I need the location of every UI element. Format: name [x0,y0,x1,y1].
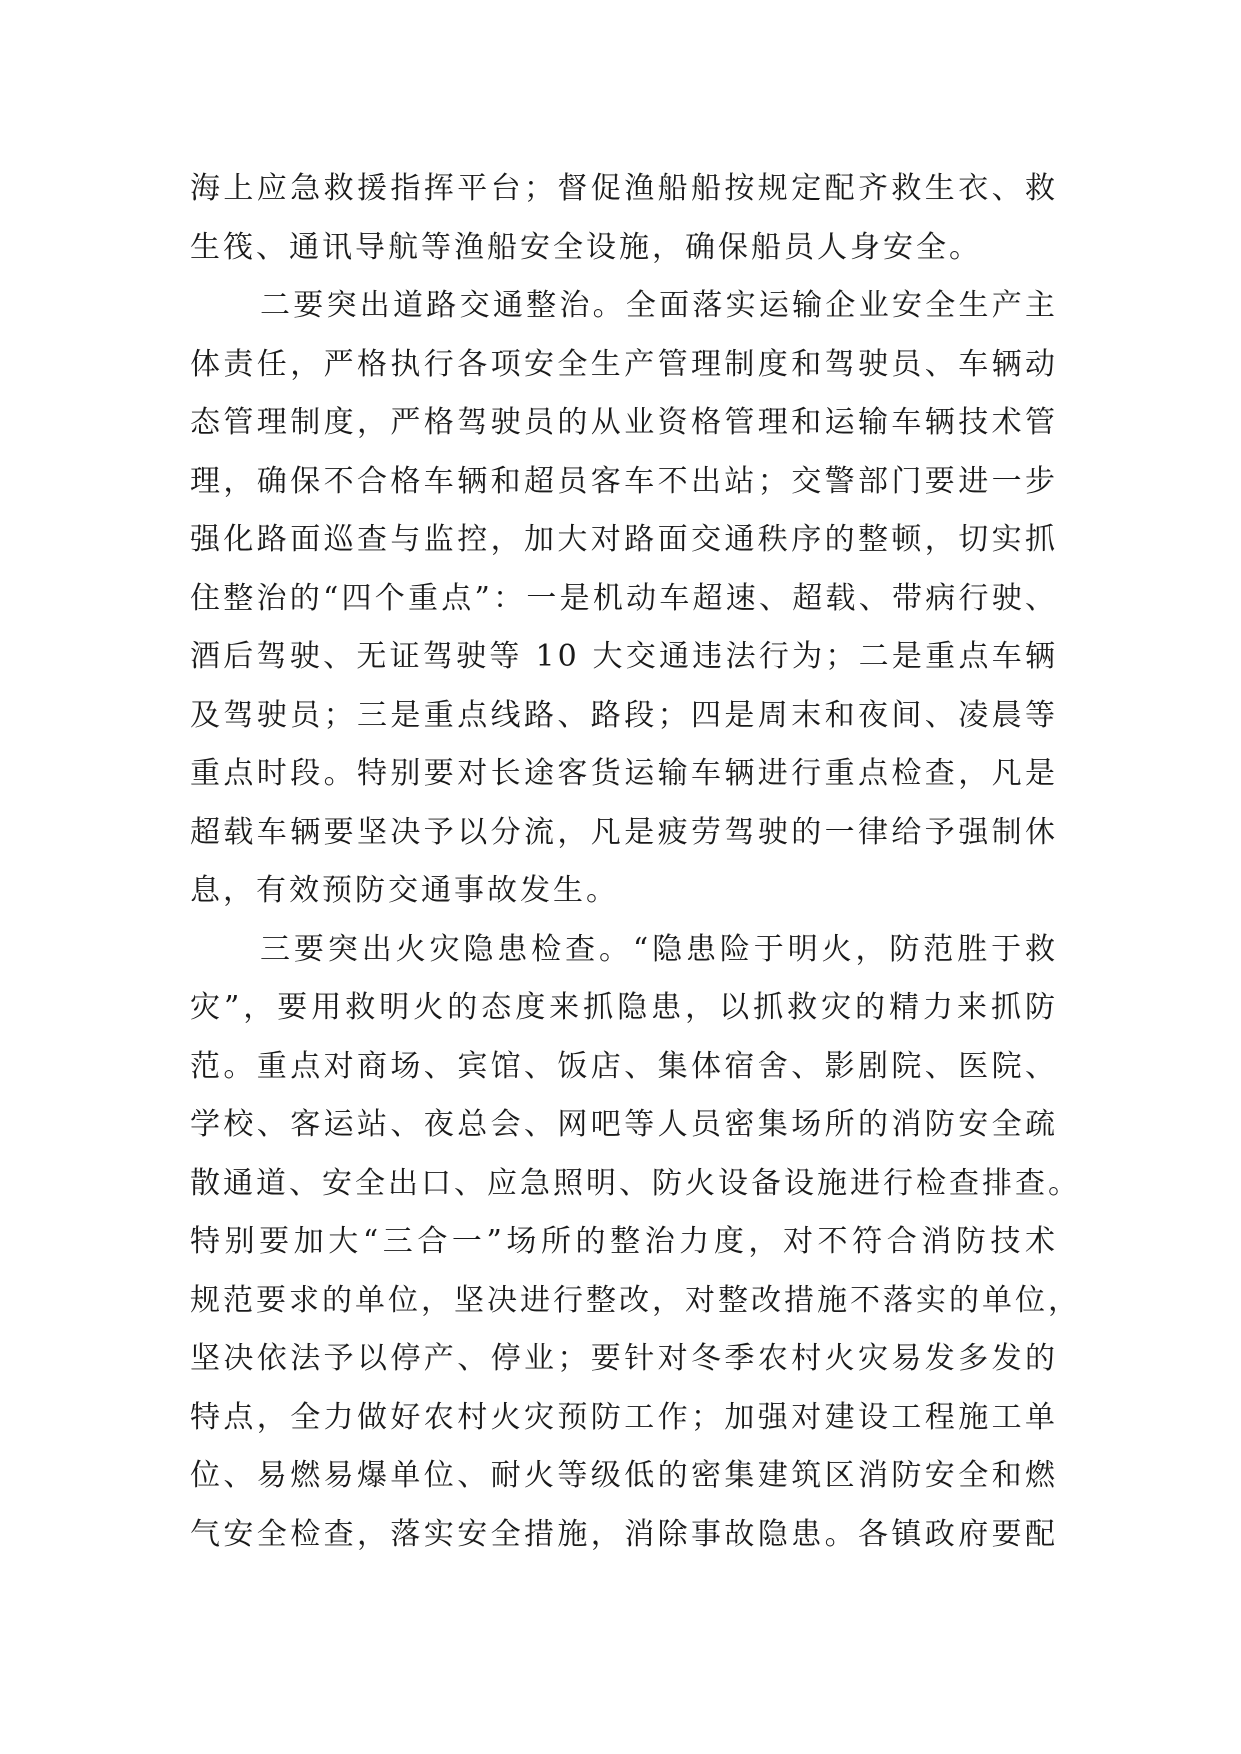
text-line: 酒后驾驶、无证驾驶等 10 大交通违法行为；二是重点车辆 [190,639,1058,674]
text-line: 超载车辆要坚决予以分流，凡是疲劳驾驶的一律给予强制休 [190,814,1058,850]
text-line: 灾”，要用救明火的态度来抓隐患，以抓救灾的精力来抓防 [190,990,1058,1025]
text-line: 学校、客运站、夜总会、网吧等人员密集场所的消防安全疏 [190,1107,1058,1142]
text-line: 规范要求的单位，坚决进行整改，对整改措施不落实的单位， [190,1282,1081,1318]
text-line: 位、易燃易爆单位、耐火等级低的密集建筑区消防安全和燃 [190,1458,1058,1493]
text-line: 重点时段。特别要对长途客货运输车辆进行重点检查，凡是 [190,756,1058,791]
text-line: 特别要加大“三合一”场所的整治力度，对不符合消防技术 [190,1224,1058,1259]
text-line: 二要突出道路交通整治。全面落实运输企业安全生产主 [260,288,1058,323]
text-line: 气安全检查，落实安全措施，消除事故隐患。各镇政府要配 [190,1516,1058,1552]
text-line: 散通道、安全出口、应急照明、防火设备设施进行检查排查。 [190,1165,1081,1201]
text-line: 特点，全力做好农村火灾预防工作；加强对建设工程施工单 [190,1399,1058,1435]
text-line: 三要突出火灾隐患检查。“隐患险于明火，防范胜于救 [260,931,1058,967]
text-line: 生筏、通讯导航等渔船安全设施，确保船员人身安全。 [190,229,982,265]
text-line: 理，确保不合格车辆和超员客车不出站；交警部门要进一步 [190,463,1058,499]
text-line: 息，有效预防交通事故发生。 [190,873,619,908]
text-line: 体责任，严格执行各项安全生产管理制度和驾驶员、车辆动 [190,346,1058,382]
text-line: 住整治的“四个重点”：一是机动车超速、超载、带病行驶、 [190,580,1058,616]
text-line: 坚决依法予以停产、停业；要针对冬季农村火灾易发多发的 [190,1341,1058,1376]
text-line: 态管理制度，严格驾驶员的从业资格管理和运输车辆技术管 [190,405,1058,440]
text-line: 及驾驶员；三是重点线路、路段；四是周末和夜间、凌晨等 [190,697,1058,733]
text-line: 海上应急救援指挥平台；督促渔船船按规定配齐救生衣、救 [190,171,1058,206]
text-line: 强化路面巡查与监控，加大对路面交通秩序的整顿，切实抓 [190,522,1058,557]
text-line: 范。重点对商场、宾馆、饭店、集体宿舍、影剧院、医院、 [190,1048,1058,1084]
document-body [190,160,1081,1564]
